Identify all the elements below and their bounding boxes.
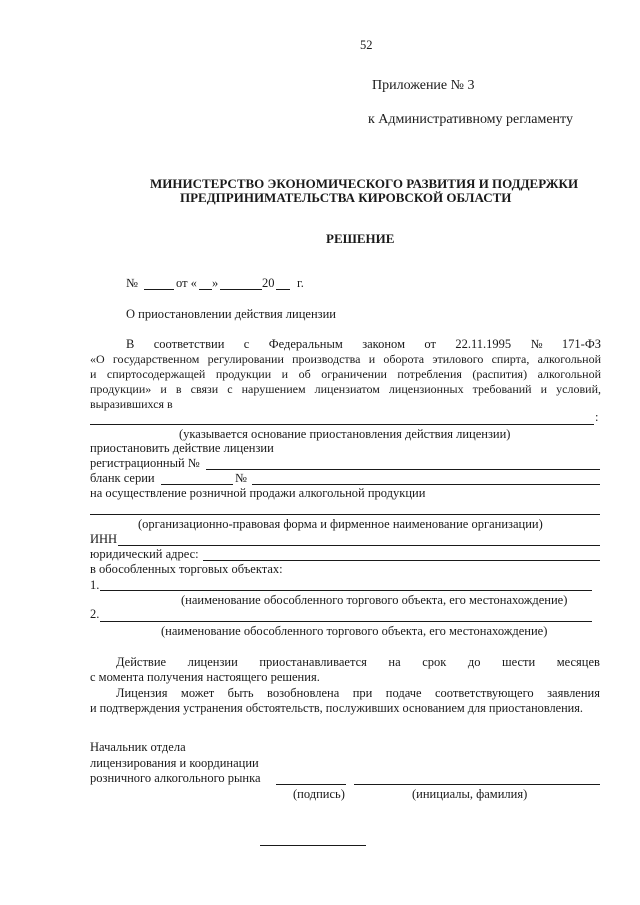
signature-hint: (подпись) (293, 787, 345, 801)
closing-word: срок (422, 655, 447, 669)
closing-line-4: и подтверждения устранения обстоятельств, послуживших основанием для приостановления. (90, 701, 583, 715)
name-hint: (инициалы, фамилия) (412, 787, 528, 801)
blank-number-label: № (235, 471, 247, 485)
number-field[interactable] (144, 289, 174, 290)
closing-word: приостанавливается (259, 655, 367, 669)
number-sign: № (126, 276, 138, 290)
body-word: 22.11.1995 (455, 337, 512, 351)
body-word: с (243, 337, 250, 351)
body-word: № (530, 337, 543, 351)
closing-word: до (467, 655, 481, 669)
closing-word: лицензии (187, 655, 238, 669)
year-prefix: 20 (262, 276, 275, 290)
signature-field[interactable] (276, 784, 346, 785)
object-1-number: 1. (90, 578, 100, 592)
blank-series-field[interactable] (161, 484, 233, 485)
year-field[interactable] (276, 289, 290, 290)
object-2-number: 2. (90, 607, 100, 621)
appendix-title: Приложение № 3 (372, 78, 475, 93)
month-field[interactable] (220, 289, 262, 290)
reg-number-field[interactable] (206, 469, 600, 470)
basis-colon: : (595, 410, 599, 424)
blank-series-label: бланк серии (90, 471, 155, 485)
body-line-4: продукции» и в связи с нарушением лицензиатом лицензионных требований и условий, (90, 382, 601, 396)
body-word: от (424, 337, 436, 351)
ministry-line-2: ПРЕДПРИНИМАТЕЛЬСТВА КИРОВСКОЙ ОБЛАСТИ (180, 190, 512, 205)
object-1-hint: (наименование обособленного торгового объекта, его местонахождение) (181, 593, 568, 607)
closing-word: месяцев (556, 655, 600, 669)
body-word: законом (362, 337, 405, 351)
year-suffix: г. (297, 276, 304, 290)
suspend-label: приостановить действие лицензии (90, 441, 274, 455)
retail-label: на осуществление розничной продажи алкогольной продукции (90, 486, 426, 500)
date-quote: » (212, 276, 219, 290)
decision-title: РЕШЕНИЕ (326, 231, 395, 246)
closing-line-1 (116, 655, 600, 670)
closing-line-3: Лицензия может быть возобновлена при подаче соответствующего заявления (116, 686, 600, 700)
inn-field[interactable] (118, 545, 600, 546)
ministry-line-1: МИНИСТЕРСТВО ЭКОНОМИЧЕСКОГО РАЗВИТИЯ И ПОДДЕРЖКИ (150, 176, 579, 191)
object-1-field[interactable] (100, 590, 592, 591)
body-word: 171-ФЗ (561, 337, 601, 351)
body-line-5: выразившихся в (90, 397, 173, 411)
address-label: юридический адрес: (90, 547, 199, 561)
basis-field[interactable] (90, 424, 594, 425)
body-line-1 (126, 337, 601, 352)
body-line-2: «О государственном регулировании производства и оборота этилового спирта, алкогольной (90, 352, 601, 366)
body-word: соответствии (153, 337, 225, 351)
object-2-field[interactable] (100, 621, 592, 622)
closing-line-2: с момента получения настоящего решения. (90, 670, 320, 684)
day-field[interactable] (199, 289, 212, 290)
signature-role-3: розничного алкогольного рынка (90, 771, 261, 785)
objects-label: в обособленных торговых объектах: (90, 562, 283, 576)
signature-role-2: лицензирования и координации (90, 756, 259, 770)
object-2-hint: (наименование обособленного торгового объекта, его местонахождение) (161, 624, 548, 638)
body-word: В (126, 337, 135, 351)
basis-hint: (указывается основание приостановления действия лицензии) (179, 427, 511, 441)
org-name-hint: (организационно-правовая форма и фирменное наименование организации) (138, 517, 543, 531)
appendix-subtitle: к Административному регламенту (368, 112, 573, 127)
closing-word: на (388, 655, 401, 669)
closing-word: шести (502, 655, 536, 669)
signature-role-1: Начальник отдела (90, 740, 186, 754)
date-from-label: от « (176, 276, 197, 290)
body-word: Федеральным (268, 337, 343, 351)
body-line-3: и спиртосодержащей продукции и об ограничении потребления (распития) алкогольной (90, 367, 601, 381)
org-name-field[interactable] (90, 514, 600, 515)
address-field[interactable] (203, 560, 600, 561)
footer-divider (260, 845, 366, 846)
blank-number-field[interactable] (252, 484, 600, 485)
closing-word: Действие (116, 655, 167, 669)
reg-number-label: регистрационный № (90, 456, 200, 470)
page-number: 52 (360, 38, 373, 52)
inn-label: ИНН (90, 532, 118, 546)
name-field[interactable] (354, 784, 600, 785)
subject-line: О приостановлении действия лицензии (126, 307, 336, 321)
